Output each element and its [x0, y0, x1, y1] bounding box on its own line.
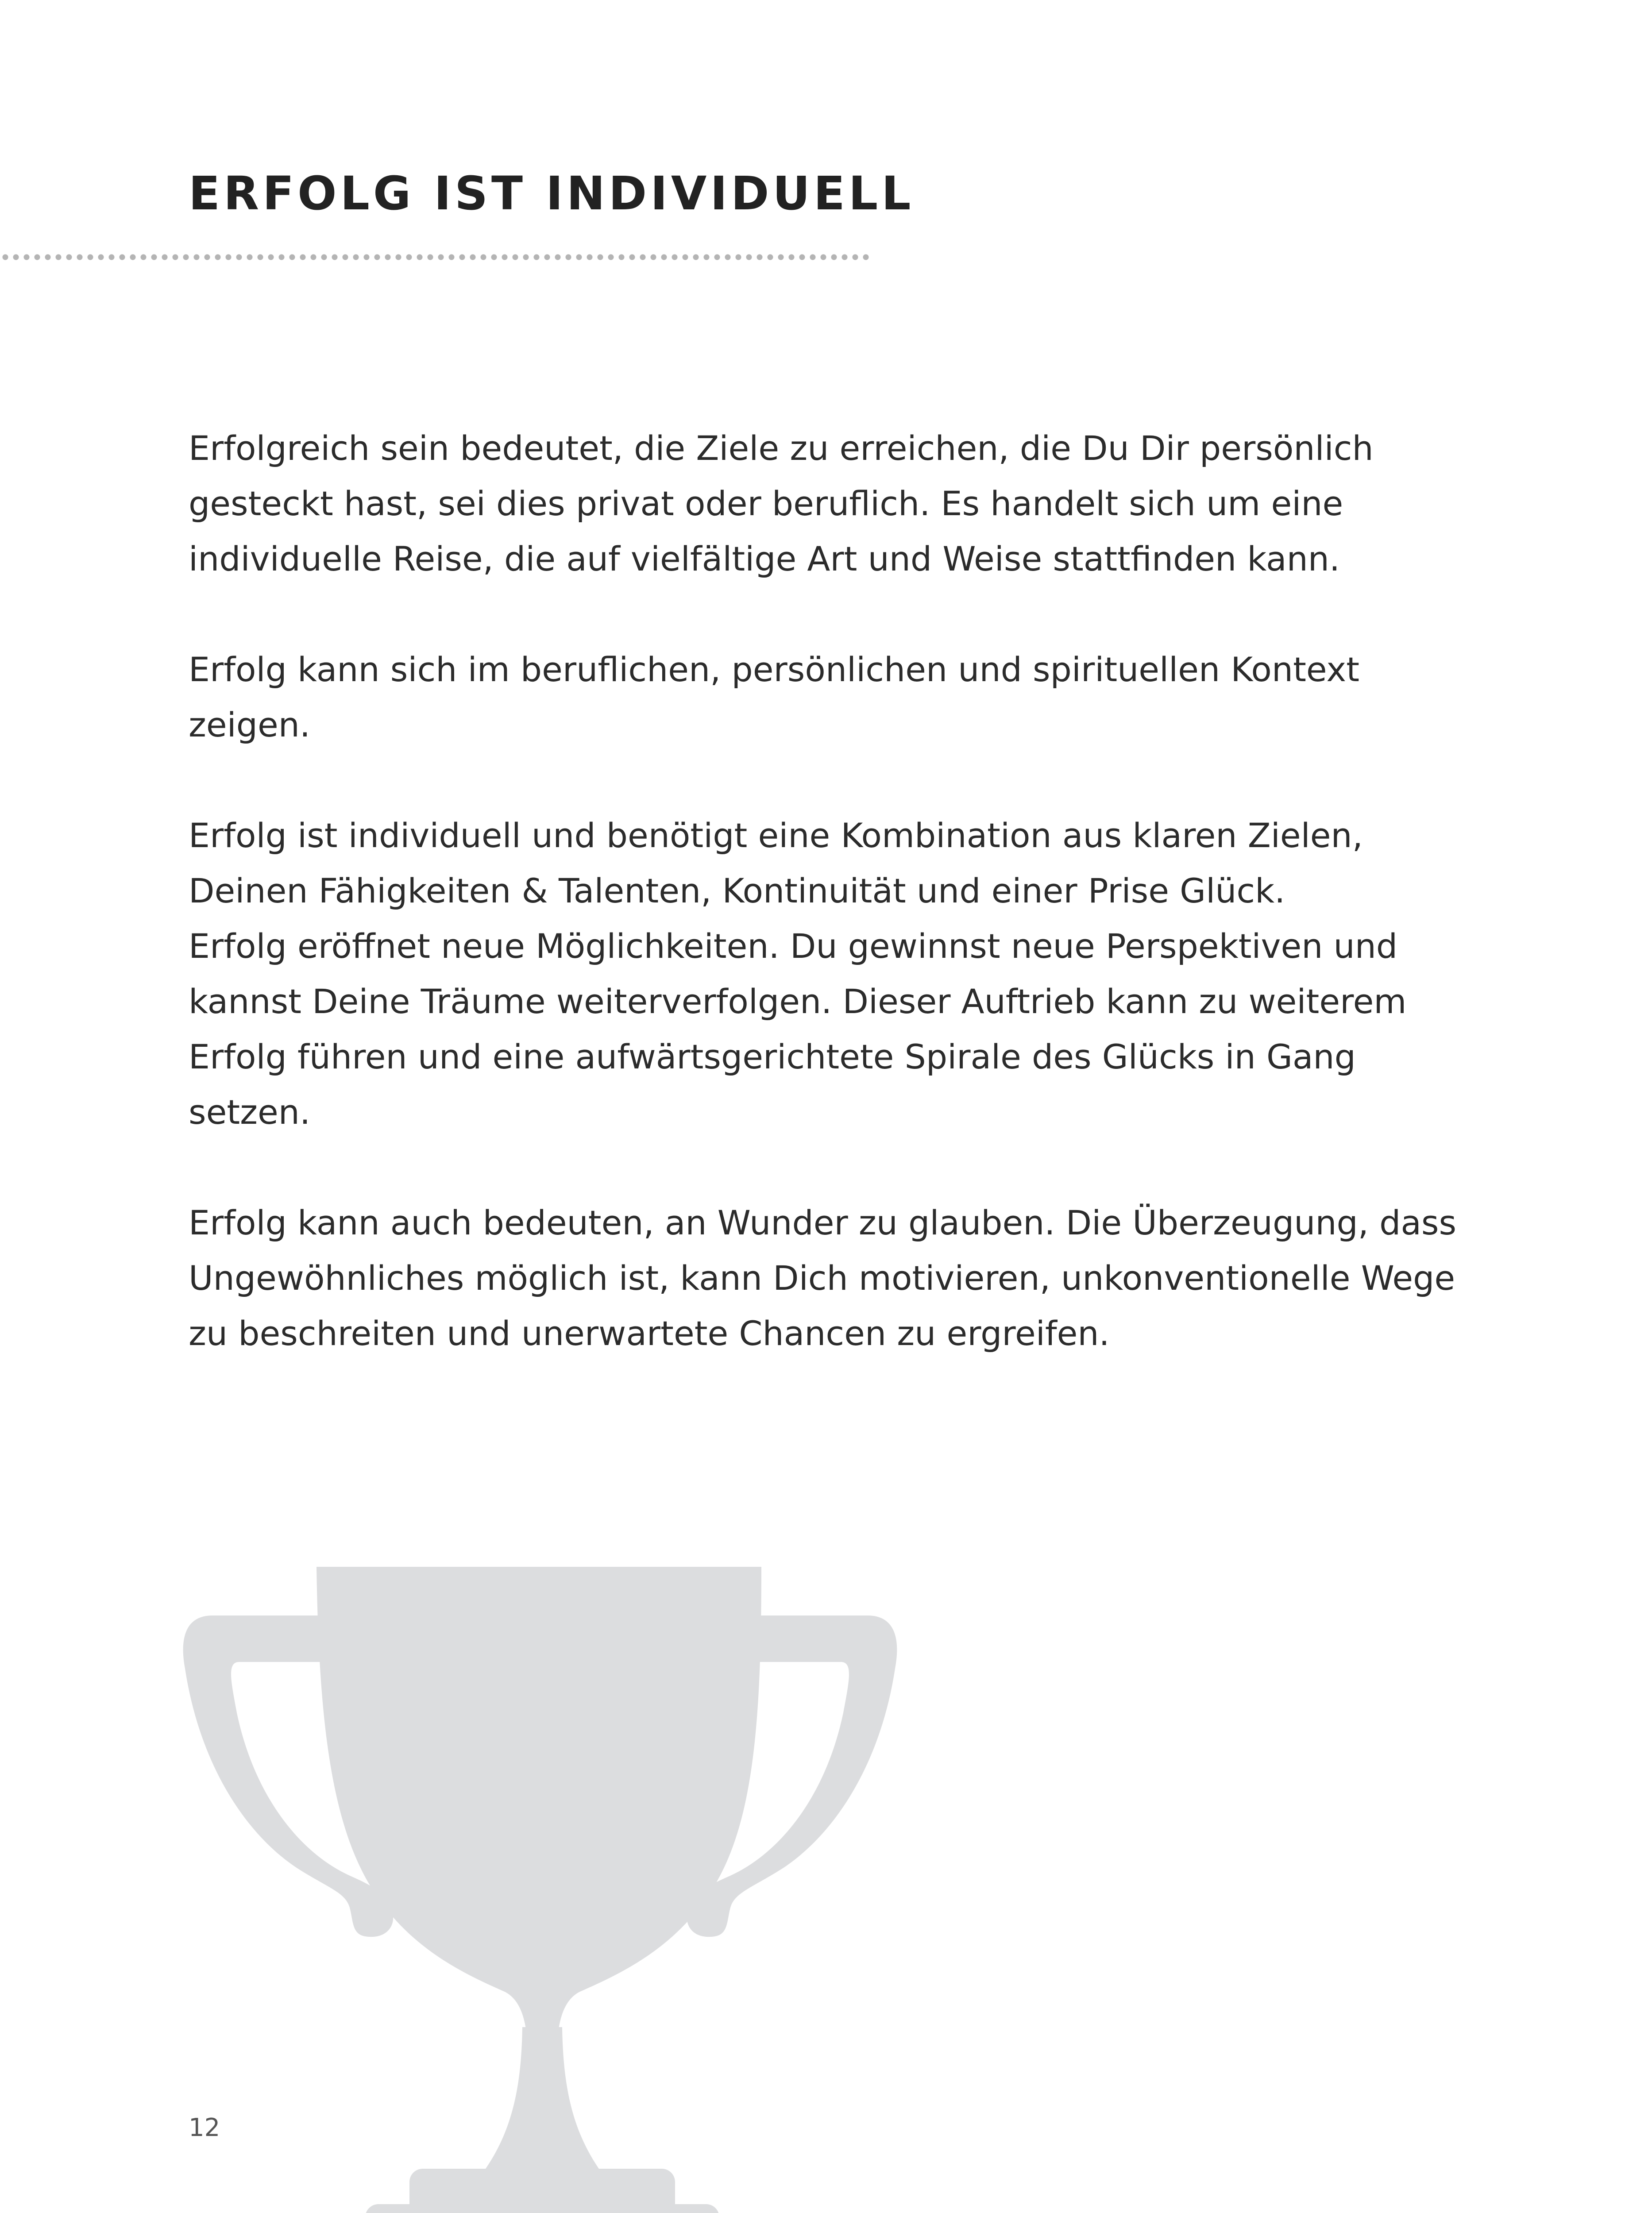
paragraph-1: Erfolgreich sein bedeutet, die Ziele zu erreichen, die Du Dir persönlich gesteckt hast, sei dies privat oder beruflich. Es handelt sich um eine individuelle Reise, die auf vielfältige Art und Weise stattfinden kann.	[189, 428, 1374, 578]
trophy-icon	[177, 1567, 903, 2213]
page-number: 12	[189, 2113, 220, 2142]
dotted-divider	[0, 253, 871, 261]
paragraph-2: Erfolg kann sich im beruflichen, persönlichen und spirituellen Kontext zeigen.	[189, 650, 1360, 744]
paragraph-3: Erfolg ist individuell und benötigt eine Kombination aus klaren Zielen, Deinen Fähigkeiten & Talenten, Kontinuität und einer Prise Glück.	[189, 816, 1363, 910]
paragraph-5: Erfolg kann auch bedeuten, an Wunder zu glauben. Die Überzeugung, dass Ungewöhnliches möglich ist, kann Dich motivieren, unkonventionelle Wege zu beschreiten und unerwartete Chancen zu ergreifen.	[189, 1203, 1457, 1353]
page-title: ERFOLG IST INDIVIDUELL	[189, 166, 915, 220]
body-text	[189, 420, 1472, 1416]
paragraph-4: Erfolg eröffnet neue Möglichkeiten. Du gewinnst neue Perspektiven und kannst Deine Träume weiterverfolgen. Dieser Auftrieb kann zu weiterem Erfolg führen und eine aufwärtsgerichtete Spirale des Glücks in Gang setzen.	[189, 926, 1407, 1132]
